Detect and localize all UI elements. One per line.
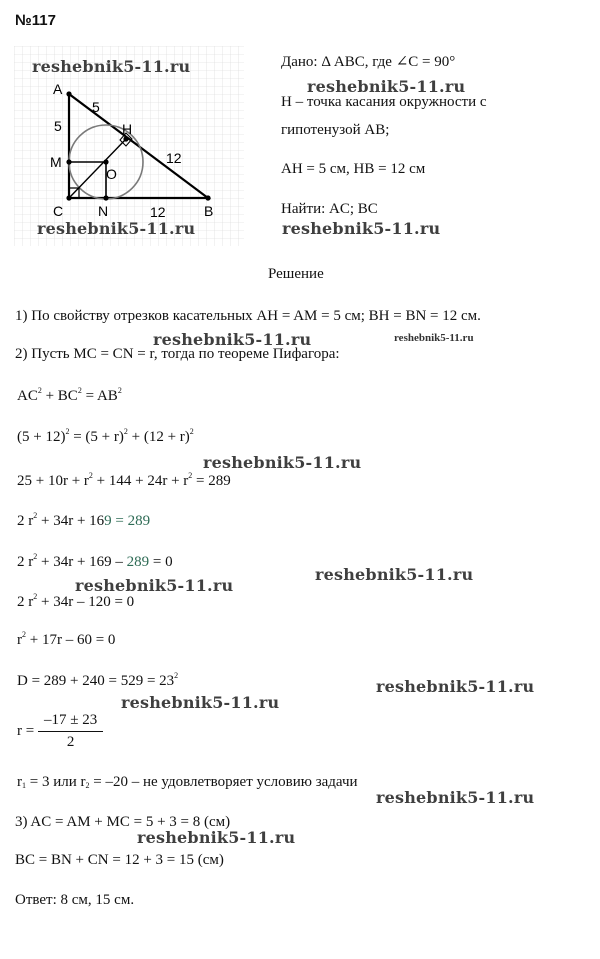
given-line-1: Дано: Δ ABC, где ∠C = 90° [281, 54, 456, 70]
equation-pythagoras: $AC^2 + BC^2 = AB^2$ [17, 386, 122, 404]
watermark: reshebnik5-11.ru [153, 330, 312, 349]
step-1: 1) По свойству отрезков касательных AH = AM = 5 см; BH = BN = 12 см. [15, 308, 481, 324]
watermark: reshebnik5-11.ru [315, 565, 474, 584]
equation-4: 2 $r^2 + 34r + 169 = 289$ [17, 511, 151, 529]
given-line-3: гипотенузой AB; [281, 122, 390, 138]
label-am: 5 [54, 118, 62, 134]
watermark: reshebnik5-11.ru [376, 677, 535, 696]
label-nb: 12 [150, 204, 166, 220]
watermark: reshebnik5-11.ru [121, 693, 280, 712]
label-ah: 5 [92, 99, 100, 115]
point-n [103, 195, 108, 200]
point-h [123, 136, 128, 141]
label-h: H [122, 121, 133, 137]
equation-2: $(5 + 12)^2 = (5 + r)^2 + (12 + r)^2$ [17, 427, 194, 445]
point-c [66, 195, 71, 200]
equation-7: $r^2 + 17r - 60 = 0$ [17, 630, 116, 648]
label-hb: 12 [166, 150, 182, 166]
watermark: reshebnik5-11.ru [203, 453, 362, 472]
label-c: C [53, 203, 64, 219]
watermark: reshebnik5-11.ru [394, 332, 474, 344]
watermark: reshebnik5-11.ru [75, 576, 234, 595]
watermark: reshebnik5-11.ru [307, 77, 466, 96]
label-n: N [98, 203, 109, 219]
discriminant: $D = 289 + 240 = 529 = 23^2$ [17, 671, 179, 689]
answer: Ответ: 8 см, 15 см. [15, 892, 135, 908]
given-line-4: AH = 5 см, HB = 12 см [281, 161, 426, 177]
equation-5: 2 $r^2 + 34r + 169 - 289 = 0$ [17, 552, 173, 570]
label-o: O [106, 166, 117, 182]
given-line-2: H – точка касания окружности с [281, 94, 487, 110]
step-3: 3) AC = AM + MC = 5 + 3 = 8 (см) [15, 814, 231, 830]
watermark: reshebnik5-11.ru [37, 219, 196, 238]
step-2: 2) Пусть MC = CN = r, тогда по теореме Пифагора: [15, 346, 340, 362]
label-a: A [53, 81, 63, 97]
point-b [205, 195, 210, 200]
label-m: M [50, 154, 62, 170]
bc-result: BC = BN + CN = 12 + 3 = 15 (см) [15, 852, 224, 868]
roots: $r_1 = 3$ или $r_2 = -20$ – не удовлетворяет условию задачи [17, 774, 358, 790]
point-m [66, 159, 71, 164]
solution-heading: Решение [268, 266, 324, 282]
watermark: reshebnik5-11.ru [137, 828, 296, 847]
problem-number: №117 [15, 12, 56, 29]
triangle-figure [14, 46, 244, 246]
given-line-5: Найти: AC; BC [281, 201, 378, 217]
point-o [103, 159, 108, 164]
label-b: B [204, 203, 214, 219]
root-formula: r = $\frac{-17 \pm 23}{2}$ [17, 712, 103, 751]
watermark: reshebnik5-11.ru [32, 57, 191, 76]
equation-3: $25 + 10r + r^2 + 144 + 24r + r^2 = 289$ [17, 471, 231, 489]
watermark: reshebnik5-11.ru [282, 219, 441, 238]
watermark: reshebnik5-11.ru [376, 788, 535, 807]
point-a [66, 91, 71, 96]
equation-6: 2 $r^2 + 34r - 120 = 0$ [17, 592, 135, 610]
